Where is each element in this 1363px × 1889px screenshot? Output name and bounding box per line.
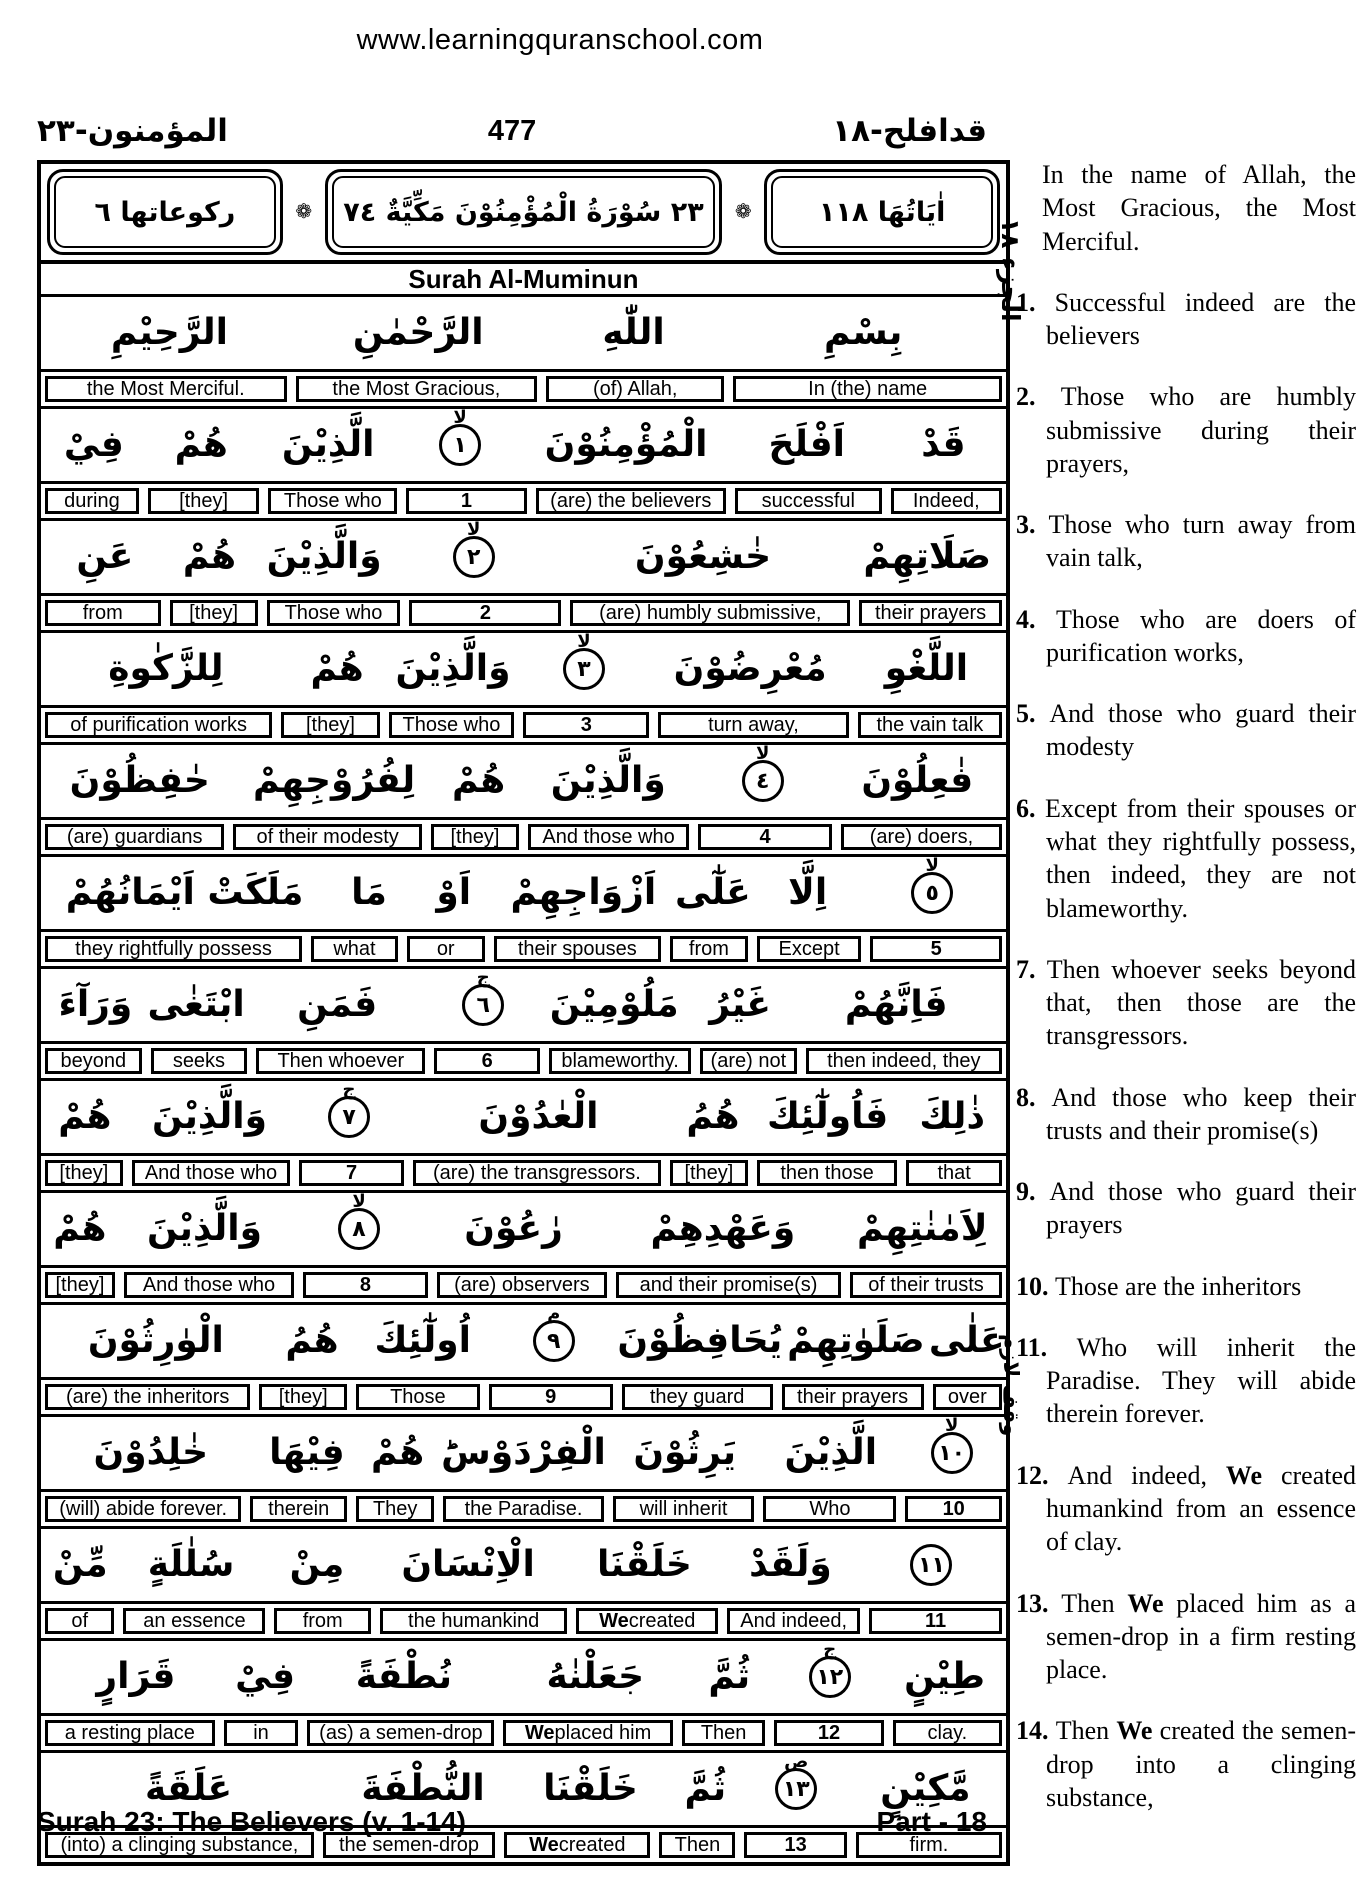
arabic-word: رٰعُوْنَ: [464, 1208, 563, 1249]
english-gloss-line: [41, 1604, 1006, 1638]
english-word-label: their spouses: [494, 936, 661, 962]
verse-end-marker: [294, 1079, 404, 1138]
english-word-label: [they]: [670, 1160, 748, 1186]
arabic-word: صَلَوٰتِهِمْ: [787, 1320, 925, 1361]
surah-header-banner: [41, 164, 1006, 264]
english-word-label: Then: [682, 1720, 765, 1746]
verse-row: [41, 409, 1006, 521]
waqf-mark: ج: [823, 1639, 837, 1660]
english-gloss-line: [41, 1380, 1006, 1414]
english-word-label: And those who: [132, 1160, 290, 1186]
english-word-label: the Most Gracious,: [296, 376, 538, 402]
english-word-label: therein: [250, 1496, 347, 1522]
english-word-label: [they]: [431, 824, 519, 850]
verse-row: [41, 521, 1006, 633]
site-url: www.learningquranschool.com: [356, 24, 764, 56]
verse-end-marker: [394, 519, 554, 578]
arabic-word: صَلَاتِهِمْ: [863, 536, 992, 577]
verse-number-circle: ٩ م: [533, 1320, 575, 1362]
verse-number-circle: ٥ لا: [911, 872, 953, 914]
translation-paragraph: 12. And indeed, We created humankind from an essence of clay.: [1016, 1460, 1356, 1557]
word-by-word-table: [37, 160, 1010, 1866]
arabic-word: الَّذِيْنَ: [784, 1432, 878, 1473]
english-gloss-line: [41, 596, 1006, 630]
ornament-icon: ❁: [734, 201, 752, 223]
verse-number-circle: ٨ لا: [338, 1208, 380, 1250]
english-word-label: And those who: [528, 824, 689, 850]
arabic-text-line: [41, 857, 1006, 932]
english-word-label: then indeed, they: [806, 1048, 1002, 1074]
arabic-word: جَعَلْنٰهُ: [546, 1656, 645, 1697]
bold-we: We: [599, 1609, 629, 1632]
arabic-word: وَالَّذِيْنَ: [395, 648, 511, 689]
english-word-label: during: [45, 488, 139, 514]
verse-number-circle: ١ لا: [439, 424, 481, 466]
english-word-label: They: [356, 1496, 435, 1522]
bold-we: We: [1127, 1588, 1164, 1618]
english-gloss-line: [41, 1044, 1006, 1078]
english-gloss-line: [41, 1492, 1006, 1526]
english-word-label: clay.: [893, 1720, 1002, 1746]
verse-number-label: 9: [489, 1384, 613, 1410]
arabic-word: ذٰلِكَ: [919, 1096, 985, 1137]
verse-row: [41, 633, 1006, 745]
english-word-label: that: [906, 1160, 1002, 1186]
arabic-word: وَرَآءَ: [58, 984, 133, 1025]
verse-row: [41, 745, 1006, 857]
english-word-label: what: [311, 936, 398, 962]
verse-number: 13.: [1016, 1588, 1062, 1618]
arabic-word: النُّطْفَةَ: [361, 1768, 485, 1809]
english-word-label: (are) the inheritors: [45, 1384, 250, 1410]
english-word-label: In (the) name: [733, 376, 1002, 402]
english-word-label: Then: [659, 1832, 735, 1858]
english-word-label: of their modesty: [233, 824, 422, 850]
arabic-text-line: [41, 969, 1006, 1044]
bold-we: We: [1225, 1460, 1263, 1490]
arabic-word: هُمْ: [58, 1096, 112, 1137]
arabic-word: خٰلِدُوْنَ: [93, 1432, 209, 1473]
english-word-label: Who: [763, 1496, 896, 1522]
verse-end-marker: [744, 1751, 849, 1810]
english-word-label: from: [274, 1608, 371, 1634]
arabic-word: فَمَنِ: [297, 984, 378, 1025]
english-word-label: the Paradise.: [443, 1496, 603, 1522]
english-word-label: Then whoever: [256, 1048, 425, 1074]
english-word-label: (are) humbly submissive,: [570, 600, 850, 626]
arabic-word: فَاِنَّهُمْ: [844, 984, 948, 1025]
translation-paragraph: In the name of Allah, the Most Gracious, the Most Merciful.: [1042, 160, 1356, 256]
english-word-label: of: [45, 1608, 114, 1634]
arabic-word: هُمُ: [686, 1096, 740, 1137]
arabic-word: فِيْهَا: [269, 1432, 345, 1473]
verse-number-circle: ٧ ج: [328, 1096, 370, 1138]
arabic-word: قَرَارٍ: [96, 1656, 176, 1697]
surah-title-cartouche: ٢٣ سُوْرَةُ الْمُؤْمِنُوْنَ مَكِّيَّةٌ ٧٤: [325, 169, 722, 255]
arabic-word: غَيْرُ: [709, 984, 771, 1025]
arabic-word: خَلَقْنَا: [543, 1768, 638, 1809]
english-word-label: (are) the believers: [536, 488, 727, 514]
verse-end-marker: [488, 1303, 619, 1362]
bold-we: We: [529, 1833, 559, 1856]
english-word-label: over: [933, 1384, 1002, 1410]
english-word-label: seeks: [151, 1048, 248, 1074]
arabic-word: فَاُولٰٓئِكَ: [766, 1096, 889, 1137]
waqf-mark: م: [547, 1303, 561, 1324]
english-gloss-line: [41, 932, 1006, 966]
arabic-word: خٰشِعُوْنَ: [634, 536, 772, 577]
verse-number-label: 8: [303, 1272, 428, 1298]
verse-rows-container: [41, 297, 1006, 1862]
verse-number-circle: ١٣ ص: [775, 1768, 817, 1810]
verse-number-label: 4: [698, 824, 832, 850]
verse-number-circle: ١٢ ج: [809, 1656, 851, 1698]
verse-row: [41, 857, 1006, 969]
english-word-label: or: [407, 936, 485, 962]
verse-number-circle: ٤ لا: [742, 760, 784, 802]
english-word-label: and their promise(s): [616, 1272, 841, 1298]
arabic-word: هُمْ: [53, 1208, 107, 1249]
ayat-count-cartouche: اٰيَاتُهَا ١١٨: [764, 169, 1000, 255]
translation-paragraph: 10. Those are the inheritors: [1016, 1271, 1302, 1301]
english-word-label: Except: [757, 936, 862, 962]
arabic-word: ابْتَغٰى: [147, 984, 245, 1025]
verse-number: 8.: [1016, 1082, 1052, 1112]
arabic-word: عَلَقَةً: [145, 1768, 233, 1809]
verse-end-marker: [901, 1415, 1002, 1474]
bold-we: We: [1116, 1716, 1153, 1746]
surah-title-english: Surah Al-Muminun: [41, 264, 1006, 297]
arabic-word: عَنِ: [76, 536, 134, 577]
english-gloss-line: [41, 1716, 1006, 1750]
arabic-word: بِسْمِ: [824, 312, 903, 353]
english-word-label: the vain talk: [858, 712, 1002, 738]
surah-name-arabic: المؤمنون-٢٣: [37, 113, 228, 149]
verse-end-marker: [772, 1639, 887, 1698]
english-word-label: successful: [735, 488, 882, 514]
arabic-text-line: [41, 1081, 1006, 1156]
arabic-word: مَا: [351, 872, 387, 913]
arabic-text-line: [41, 409, 1006, 484]
translation-paragraph: 4. Those who are doers of purification works,: [1016, 604, 1357, 667]
verse-number-label: 12: [774, 1720, 883, 1746]
arabic-word: هُمْ: [370, 1432, 425, 1473]
english-word-label: firm.: [856, 1832, 1002, 1858]
english-word-label: they rightfully possess: [45, 936, 302, 962]
english-word-label: the semen-drop: [323, 1832, 495, 1858]
english-gloss-line: [41, 708, 1006, 742]
english-word-label: (are) guardians: [45, 824, 224, 850]
english-word-label: [they]: [45, 1160, 123, 1186]
arabic-word: لِفُرُوْجِهِمْ: [253, 760, 416, 801]
verse-number-label: 7: [299, 1160, 404, 1186]
arabic-word: الْفِرْدَوْسَؕ: [441, 1432, 606, 1473]
english-word-label: the humankind: [380, 1608, 567, 1634]
english-word-label: Those: [356, 1384, 480, 1410]
verse-number: 1.: [1016, 287, 1055, 317]
translation-paragraph: 6. Except from their spouses or what they rightfully possess, then indeed, they are not blameworthy.: [1016, 793, 1356, 923]
arabic-word: هُمْ: [452, 760, 506, 801]
verse-row: [41, 1417, 1006, 1529]
arabic-text-line: [41, 1193, 1006, 1268]
english-word-label: their prayers: [782, 1384, 924, 1410]
verse-row: [41, 1305, 1006, 1417]
arabic-word: اللَّغْوِ: [884, 648, 969, 689]
verse-number: 3.: [1016, 510, 1049, 540]
english-word-label: We created: [504, 1832, 650, 1858]
translation-paragraph: 13. Then We placed him as a semen-drop in a firm resting place.: [1016, 1588, 1356, 1685]
waqf-mark: ج: [342, 1079, 356, 1100]
arabic-word: خَلَقْنَا: [597, 1544, 692, 1585]
arabic-word: يَرِثُوْنَ: [633, 1432, 737, 1473]
arabic-word: طِيْنٍ: [904, 1656, 986, 1697]
translation-paragraph: 7. Then whoever seeks beyond that, then those are the transgressors.: [1016, 954, 1357, 1051]
verse-number-label: 2: [409, 600, 561, 626]
english-word-label: of their trusts: [850, 1272, 1002, 1298]
verse-end-marker: [428, 967, 539, 1026]
english-word-label: their prayers: [859, 600, 1002, 626]
english-word-label: the Most Merciful.: [45, 376, 287, 402]
bold-we: We: [524, 1721, 555, 1744]
translation-paragraph: 3. Those who turn away from vain talk,: [1016, 510, 1356, 573]
arabic-word: اُولٰٓئِكَ: [374, 1320, 471, 1361]
arabic-word: اَوْ: [436, 872, 472, 913]
english-word-label: (will) abide forever.: [45, 1496, 241, 1522]
waqf-mark: ج: [476, 967, 490, 988]
waqf-mark: ص: [784, 1751, 809, 1772]
english-gloss-line: [41, 484, 1006, 518]
arabic-word: اللّٰهِ: [602, 312, 665, 353]
waqf-mark: لا: [944, 1415, 959, 1436]
arabic-word: الرَّحْمٰنِ: [352, 312, 484, 353]
arabic-word: هُمُ: [285, 1320, 339, 1361]
arabic-word: هُمْ: [182, 536, 237, 577]
verse-number-label: 3: [523, 712, 649, 738]
english-word-label: a resting place: [45, 1720, 215, 1746]
verse-number: 2.: [1016, 382, 1061, 412]
verse-number: 9.: [1016, 1177, 1050, 1207]
english-word-label: (are) the transgressors.: [413, 1160, 661, 1186]
page-footer: [37, 1806, 987, 1838]
arabic-word: فِيْ: [235, 1656, 296, 1697]
verse-number-label: 6: [434, 1048, 540, 1074]
translation-paragraph: 1. Successful indeed are the believers: [1016, 287, 1356, 351]
english-word-label: And indeed,: [727, 1608, 860, 1634]
verse-number-label: 13: [744, 1832, 846, 1858]
translation-column: [1016, 158, 1356, 1842]
verse-number: 6.: [1016, 793, 1046, 823]
verse-number-label: 1: [406, 488, 526, 514]
english-gloss-line: [41, 820, 1006, 854]
english-word-label: from: [670, 936, 748, 962]
arabic-word: عَلٰى: [928, 1320, 1005, 1361]
english-word-label: (as) a semen-drop: [307, 1720, 494, 1746]
translation-paragraph: 9. And those who guard their prayers: [1016, 1177, 1356, 1240]
verse-number: 10.: [1016, 1271, 1055, 1301]
arabic-word: وَالَّذِيْنَ: [152, 1096, 267, 1137]
waqf-mark: لا: [925, 855, 939, 876]
arabic-text-line: [41, 1417, 1006, 1492]
translation-paragraph: 11. Who will inherit the Paradise. They will abide therein forever.: [1016, 1332, 1356, 1429]
juz-name-arabic: قدافلح-١٨: [832, 113, 988, 149]
arabic-word: وَعَهْدِهِمْ: [650, 1208, 796, 1249]
verse-row: [41, 1529, 1006, 1641]
english-word-label: Indeed,: [891, 488, 1002, 514]
verse-number: 11.: [1016, 1332, 1077, 1362]
english-word-label: [they]: [281, 712, 379, 738]
waqf-mark: لا: [352, 1191, 366, 1212]
verse-end-marker: [397, 407, 524, 466]
english-word-label: Those who: [267, 600, 401, 626]
english-word-label: (are) not: [700, 1048, 797, 1074]
arabic-word: سُلٰلَةٍ: [147, 1544, 235, 1585]
waqf-lazim-margin-note: وقف لازم: [999, 1333, 1023, 1436]
verse-number-circle: ٣ لا: [563, 648, 605, 690]
arabic-word: وَلَقَدْ: [749, 1544, 832, 1585]
arabic-word: اَزْوَاجِهِمْ: [510, 872, 657, 913]
verse-number: 4.: [1016, 604, 1056, 634]
verse-number-circle: ٢ لا: [453, 536, 495, 578]
translation-paragraph: 5. And those who guard their modesty: [1016, 699, 1356, 762]
arabic-word: هُمْ: [174, 424, 228, 465]
arabic-word: يُحَافِظُوْنَ: [617, 1320, 783, 1361]
english-word-label: beyond: [45, 1048, 142, 1074]
arabic-word: اَفْلَحَ: [768, 424, 845, 465]
arabic-word: ثُمَّ: [708, 1656, 751, 1697]
arabic-word: مَلُوْمِيْنَ: [549, 984, 679, 1025]
english-word-label: blameworthy.: [549, 1048, 691, 1074]
english-gloss-line: [41, 372, 1006, 406]
arabic-text-line: [41, 745, 1006, 820]
english-word-label: Those who: [268, 488, 397, 514]
verse-row: [41, 969, 1006, 1081]
english-word-label: in: [224, 1720, 299, 1746]
english-word-label: then those: [757, 1160, 898, 1186]
arabic-word: اِلَّا: [788, 872, 828, 913]
arabic-word: الَّذِيْنَ: [281, 424, 375, 465]
english-word-label: (into) a clinging substance,: [45, 1832, 314, 1858]
rukus-cartouche: ركوعاتها ٦: [47, 169, 283, 255]
english-word-label: they guard: [622, 1384, 773, 1410]
waqf-mark: لا: [577, 631, 591, 652]
english-word-label: We created: [576, 1608, 718, 1634]
english-word-label: (are) observers: [437, 1272, 607, 1298]
arabic-text-line: [41, 521, 1006, 596]
verse-number-label: 5: [870, 936, 1002, 962]
verse-end-marker: [861, 1544, 1002, 1586]
arabic-word: الْوٰرِثُوْنَ: [87, 1320, 224, 1361]
english-gloss-line: [41, 1268, 1006, 1302]
arabic-word: نُطْفَةً: [355, 1656, 453, 1697]
arabic-word: حٰفِظُوْنَ: [69, 760, 210, 801]
translation-paragraph: 14. Then We created the semen-drop into a clinging substance,: [1016, 1716, 1357, 1812]
arabic-text-line: [41, 1529, 1006, 1604]
english-word-label: an essence: [123, 1608, 265, 1634]
verse-end-marker: [693, 743, 833, 802]
page-number: 477: [487, 114, 537, 147]
arabic-text-line: [41, 297, 1006, 372]
verse-number-circle: ٦ ج: [462, 984, 504, 1026]
arabic-word: لِاَمٰنٰتِهِمْ: [857, 1208, 988, 1249]
arabic-word: مِّنْ: [52, 1544, 108, 1585]
verse-number-circle: ١١: [910, 1544, 952, 1586]
waqf-mark: لا: [756, 743, 770, 764]
arabic-text-line: [41, 1641, 1006, 1716]
verse-number-label: 10: [905, 1496, 1002, 1522]
arabic-word: وَالَّذِيْنَ: [266, 536, 382, 577]
arabic-word: مِنْ: [289, 1544, 345, 1585]
arabic-word: لِلزَّكٰوةِ: [108, 648, 224, 689]
arabic-word: الرَّحِيْمِ: [110, 312, 228, 353]
english-word-label: (of) Allah,: [546, 376, 724, 402]
waqf-mark: لا: [453, 407, 467, 428]
arabic-text-line: [41, 633, 1006, 708]
verse-end-marker: [862, 855, 1002, 914]
verse-number: 14.: [1016, 1716, 1056, 1746]
verse-row: [41, 297, 1006, 409]
arabic-word: فٰعِلُوْنَ: [861, 760, 974, 801]
arabic-word: الْعٰدُوْنَ: [478, 1096, 599, 1137]
translation-paragraph: 8. And those who keep their trusts and their promise(s): [1016, 1082, 1356, 1145]
arabic-word: مَلَكَتْ اَيْمَانُهُمْ: [65, 872, 304, 913]
verse-end-marker: [518, 631, 649, 690]
arabic-word: مُعْرِضُوْنَ: [673, 648, 827, 689]
arabic-word: وَالَّذِيْنَ: [147, 1208, 262, 1249]
footer-part-label: Part - 18: [876, 1806, 987, 1837]
english-word-label: [they]: [259, 1384, 347, 1410]
waqf-mark: لا: [466, 519, 481, 540]
verse-row: [41, 1193, 1006, 1305]
english-word-label: We placed him: [503, 1720, 673, 1746]
english-gloss-line: [41, 1156, 1006, 1190]
english-word-label: will inherit: [613, 1496, 755, 1522]
english-word-label: Those who: [389, 712, 515, 738]
arabic-word: وَالَّذِيْنَ: [550, 760, 666, 801]
ornament-icon: ❁: [295, 201, 313, 223]
english-word-label: [they]: [170, 600, 258, 626]
arabic-word: عَلٰٓى: [675, 872, 751, 913]
verse-number: 7.: [1016, 954, 1047, 984]
verse-number: 12.: [1016, 1460, 1068, 1490]
footer-surah-label: Surah 23: The Believers (v. 1-14): [37, 1806, 466, 1837]
verse-row: [41, 1641, 1006, 1753]
english-word-label: from: [45, 600, 161, 626]
verse-number: 5.: [1016, 699, 1050, 729]
verse-number-label: 11: [869, 1608, 1002, 1634]
english-word-label: [they]: [45, 1272, 115, 1298]
translation-paragraph: 2. Those who are humbly submissive during their prayers,: [1016, 382, 1356, 478]
english-word-label: of purification works: [45, 712, 272, 738]
english-word-label: (are) doers,: [841, 824, 1002, 850]
juz-marker-calligraphy: الجزء ١٨: [996, 218, 1025, 322]
arabic-word: ثُمَّ: [684, 1768, 727, 1809]
verse-row: [41, 1081, 1006, 1193]
english-word-label: turn away,: [658, 712, 848, 738]
english-word-label: And those who: [124, 1272, 294, 1298]
arabic-word: الْاِنْسَانَ: [401, 1544, 535, 1585]
arabic-word: قَدْ: [921, 424, 966, 465]
page-header: [37, 106, 987, 156]
english-word-label: [they]: [148, 488, 259, 514]
arabic-text-line: [41, 1305, 1006, 1380]
arabic-word: مَّكِيْنٍ: [880, 1768, 971, 1809]
verse-end-marker: [294, 1191, 424, 1250]
arabic-word: هُمْ: [310, 648, 364, 689]
verse-number-circle: ١٠ لا: [931, 1432, 973, 1474]
arabic-word: فِيْ: [63, 424, 124, 465]
arabic-word: الْمُؤْمِنُوْنَ: [544, 424, 708, 465]
